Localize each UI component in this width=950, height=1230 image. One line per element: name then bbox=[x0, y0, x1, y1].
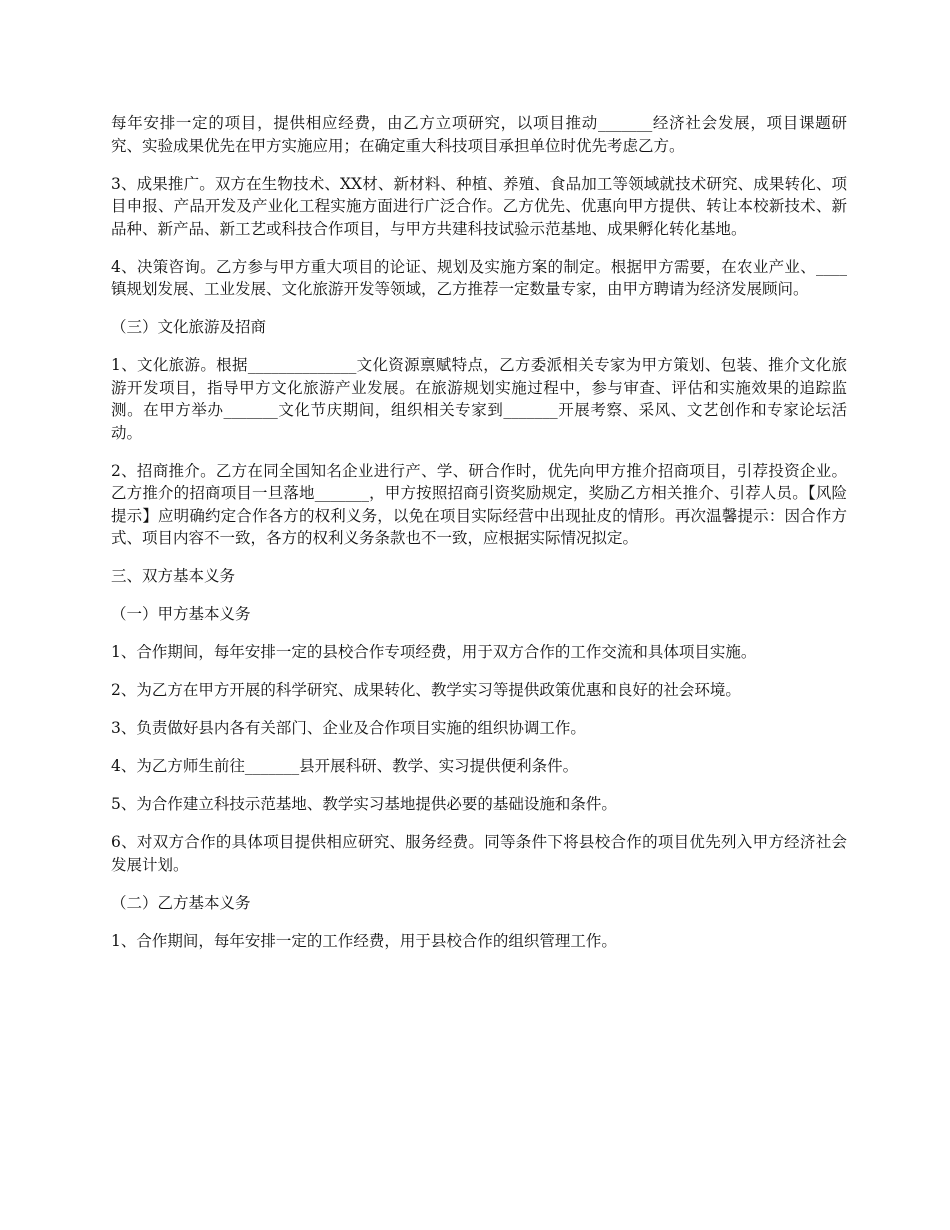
paragraph-results-promotion: 3、成果推广。双方在生物技术、XX材、新材料、种植、养殖、食品加工等领域就技术研究、成果转化、项目申报、产品开发及产业化工程实施方面进行广泛合作。乙方优先、优惠向甲方提供、转让本校新技术、新品种、新产品、新工艺或科技合作项目，与甲方共建科技试验示范基地、成果孵化转化基地。 bbox=[111, 174, 847, 238]
document-page bbox=[111, 112, 847, 968]
paragraph-culture-tourism: 1、文化旅游。根据______________文化资源禀赋特点，乙方委派相关专家为甲方策划、包装、推介文化旅游开发项目，指导甲方文化旅游产业发展。在旅游规划实施过程中，参与审查、评估和实施效果的追踪监测。在甲方举办_______文化节庆期间，组织相关专家到_______开展考察、采风、文艺创作和专家论坛活动。 bbox=[111, 356, 847, 442]
party-a-obligation-3: 3、负责做好县内各有关部门、企业及合作项目实施的组织协调工作。 bbox=[111, 719, 586, 737]
section-heading-basic-obligations: 三、双方基本义务 bbox=[111, 567, 236, 585]
paragraph-project-funding: 每年安排一定的项目，提供相应经费，由乙方立项研究，以项目推动_______经济社会发展，项目课题研究、实验成果优先在甲方实施应用；在确定重大科技项目承担单位时优先考虑乙方。 bbox=[111, 114, 847, 155]
party-a-obligation-1: 1、合作期间，每年安排一定的县校合作专项经费，用于双方合作的工作交流和具体项目实施。 bbox=[111, 643, 757, 661]
paragraph-investment-promotion: 2、招商推介。乙方在同全国知名企业进行产、学、研合作时，优先向甲方推介招商项目，引荐投资企业。乙方推介的招商项目一旦落地_______，甲方按照招商引资奖励规定，奖励乙方相关推介、引荐人员。【风险提示】应明确约定合作各方的权利义务，以免在项目实际经营中出现扯皮的情形。再次温馨提示：因合作方式、项目内容不一致，各方的权利义务条款也不一致，应根据实际情况拟定。 bbox=[111, 461, 847, 547]
subsection-heading-party-a: （一）甲方基本义务 bbox=[111, 605, 251, 623]
party-a-obligation-4: 4、为乙方师生前往_______县开展科研、教学、实习提供便利条件。 bbox=[111, 757, 579, 775]
subsection-heading-party-b: （二）乙方基本义务 bbox=[111, 893, 251, 912]
party-a-obligation-6: 6、对双方合作的具体项目提供相应研究、服务经费。同等条件下将县校合作的项目优先列入甲方经济社会发展计划。 bbox=[111, 833, 847, 874]
paragraph-decision-consulting: 4、决策咨询。乙方参与甲方重大项目的论证、规划及实施方案的制定。根据甲方需要，在农业产业、____镇规划发展、工业发展、文化旅游开发等领域，乙方推荐一定数量专家，由甲方聘请为经济发展顾问。 bbox=[111, 257, 847, 298]
party-a-obligation-2: 2、为乙方在甲方开展的科学研究、成果转化、教学实习等提供政策优惠和良好的社会环境。 bbox=[111, 681, 741, 699]
section-heading-culture-tourism: （三）文化旅游及招商 bbox=[111, 318, 267, 336]
party-a-obligation-5: 5、为合作建立科技示范基地、教学实习基地提供必要的基础设施和条件。 bbox=[111, 795, 617, 813]
party-b-obligation-1: 1、合作期间，每年安排一定的工作经费，用于县校合作的组织管理工作。 bbox=[111, 931, 617, 950]
